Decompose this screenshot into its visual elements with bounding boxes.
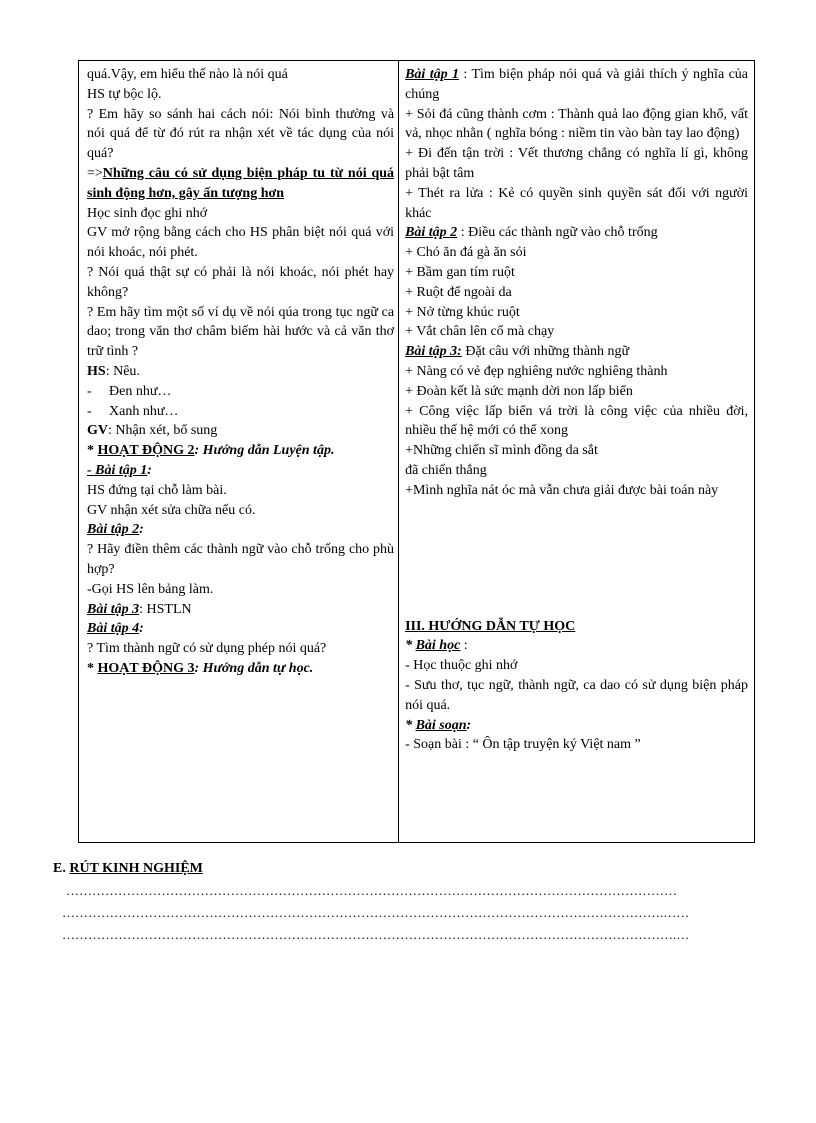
answer-line: + Sỏi đá cũng thành cơm : Thành quả lao động gian khổ, vất vả, nhọc nhằn ( nghĩa bóng : niềm tin vào bàn tay lao động) — [405, 106, 748, 142]
lesson-label: Bài học — [415, 638, 461, 654]
question: ? Tìm thành ngữ có sử dụng phép nói quá? — [87, 641, 327, 657]
example-text: Xanh như… — [109, 403, 179, 419]
question: ? Em hãy so sánh hai cách nói: Nói bình thường và nói quá để từ đó rút ra nhận xét về tác dụng của nói quá? — [87, 106, 395, 162]
text-line: quá.Vậy, em hiểu thế nào là nói quá — [87, 67, 288, 82]
exercise-3-heading — [405, 342, 748, 362]
answer-line: + Thét ra lửa : Kẻ có quyền sinh quyền sát đối với người khác — [405, 185, 748, 221]
gv-text: : Nhận xét, bổ sung — [108, 423, 218, 439]
colon: : — [466, 717, 472, 733]
gv-comment — [87, 421, 394, 441]
exercise-1-label — [87, 461, 394, 481]
answer-line: + Đoàn kết là sức mạnh dời non lấp biển — [405, 383, 633, 399]
exercise-text: : HSTLN — [139, 601, 192, 617]
section-prefix: E. — [53, 861, 70, 876]
text-line: - Soạn bài : “ Ôn tập truyện ký Việt nam ” — [405, 737, 641, 753]
colon: : — [139, 522, 144, 538]
text-line: - Học thuộc ghi nhớ — [405, 658, 518, 674]
text-line: GV nhận xét sửa chữa nếu có. — [87, 502, 256, 518]
example-item: - Xanh như… — [87, 402, 394, 422]
content-column — [399, 61, 754, 842]
activity-3-heading — [87, 659, 394, 679]
answer-line: +Những chiến sĩ mình đồng da sắt — [405, 443, 598, 459]
prep-label: Bài soạn — [415, 717, 467, 733]
example-item: - Đen như… — [87, 382, 394, 402]
bullet-star: * — [405, 638, 416, 654]
exercise-text: Đặt câu với những thành ngữ — [461, 344, 630, 360]
exercise-2-heading — [405, 223, 748, 243]
exercise-label: Bài tập 2 — [405, 225, 458, 241]
answer-line: +Mình nghĩa nát óc mà vẫn chưa giải được bài toán này — [405, 482, 719, 498]
exercise-label: Bài tập 4 — [87, 621, 140, 637]
exercise-label: - Bài tập 1 — [87, 462, 148, 478]
answer-line: + Vắt chân lên cổ mà chạy — [405, 324, 555, 340]
answer-line: đã chiến thắng — [405, 462, 487, 478]
exercise-label: Bài tập 3 — [87, 601, 140, 617]
text-line: -Gọi HS lên bảng làm. — [87, 581, 214, 597]
activity-label: HOẠT ĐỘNG 2 — [97, 443, 195, 459]
exercise-4-label — [87, 619, 394, 639]
text-line: Học sinh đọc ghi nhớ — [87, 205, 208, 221]
exercise-1-heading — [405, 65, 748, 105]
answer-line: + Nở từng khúc ruột — [405, 304, 520, 320]
answer-line: + Nàng có vẻ đẹp nghiêng nước nghiêng thành — [405, 363, 668, 379]
colon: : — [139, 621, 144, 637]
text-line: - Sưu thơ, tục ngữ, thành ngữ, ca dao có sử dụng biện pháp nói quá. — [405, 677, 748, 713]
exercise-label: Bài tập 1 — [405, 67, 459, 82]
question: ? Em hãy tìm một số ví dụ về nói qúa trong tục ngữ ca dao; trong văn thơ châm biếm hài hước và cả văn thơ trữ tình ? — [87, 304, 395, 360]
exercise-2-label — [87, 520, 394, 540]
bullet-star: * — [87, 443, 98, 459]
exercise-3-label — [87, 600, 394, 620]
dotted-line: …………………………………………………………………………………………………………………………….… — [62, 927, 690, 942]
colon: : — [147, 462, 152, 478]
bullet-star: * — [87, 660, 98, 676]
answer-line: + Công việc lấp biển vá trời là công việc của nhiều đời, nhiều thế hệ mới có thể xong — [405, 403, 748, 439]
activity-title: : Hướng dẫn tự học. — [194, 660, 314, 676]
hs-text: : Nêu. — [105, 363, 140, 379]
example-text: Đen như… — [109, 383, 172, 399]
section-e-heading — [53, 861, 203, 877]
question: ? Hãy điền thêm các thành ngữ vào chỗ trống cho phù hợp? — [87, 542, 395, 577]
text-line: GV mở rộng bằng cách cho HS phân biệt nói quá với nói khoác, nói phét. — [87, 225, 395, 261]
exercise-label: Bài tập 3: — [405, 344, 462, 360]
conclusion — [87, 164, 394, 204]
dotted-line: ………………………………………………………………………………………………………………………….…… — [62, 905, 690, 920]
hs-answer — [87, 362, 394, 382]
text-line: HS tự bộc lộ. — [87, 86, 162, 102]
lesson-heading — [405, 636, 748, 656]
arrow-prefix: => — [87, 165, 103, 181]
prep-heading — [405, 716, 748, 736]
teacher-activity-column — [79, 61, 399, 842]
activity-label: HOẠT ĐỘNG 3 — [97, 660, 195, 676]
section-3-title: III. HƯỚNG DẪN TỰ HỌC — [405, 618, 576, 634]
gv-label: GV — [87, 423, 108, 439]
lesson-table — [78, 60, 755, 843]
spacer — [405, 501, 748, 617]
dotted-line: …………………………………………………………………………………………………………………………… — [66, 883, 677, 898]
exercise-text: : Tìm biện pháp nói quá và giải thích ý nghĩa của chúng — [405, 67, 748, 102]
bullet-star: * — [405, 717, 416, 733]
activity-title: : Hướng dẫn Luyện tập. — [194, 443, 335, 459]
answer-line: + Bầm gan tím ruột — [405, 264, 515, 280]
exercise-text: : Điều các thành ngữ vào chỗ trống — [457, 225, 658, 241]
answer-line: + Chó ăn đá gà ăn sỏi — [405, 245, 527, 261]
answer-line: + Ruột để ngoài da — [405, 284, 512, 300]
section-title: RÚT KINH NGHIỆM — [69, 861, 203, 876]
exercise-label: Bài tập 2 — [87, 522, 140, 538]
hs-label: HS — [87, 363, 106, 379]
colon: : — [460, 638, 468, 654]
text-line: HS đứng tại chỗ làm bài. — [87, 482, 227, 498]
activity-2-heading — [87, 441, 394, 461]
question: ? Nói quá thật sự có phải là nói khoác, nói phét hay không? — [87, 264, 395, 300]
answer-line: + Đi đến tận trời : Vết thương chẳng có nghĩa lí gì, không phải bật tâm — [405, 146, 748, 181]
conclusion-text: Những câu có sử dụng biện pháp tu từ nói quá sinh động hơn, gây ấn tượng hơn — [87, 165, 395, 201]
